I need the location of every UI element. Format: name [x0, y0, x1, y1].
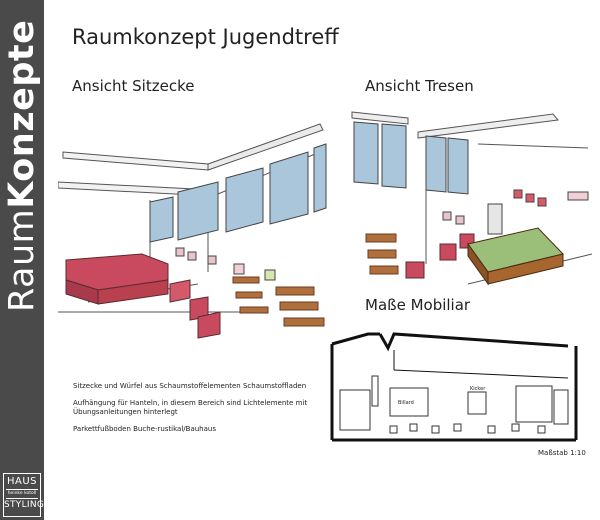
logo-line-3: STYLING	[4, 500, 45, 510]
sketch-tresen	[348, 104, 594, 290]
left-view-title: Ansicht Sitzecke	[72, 77, 195, 95]
logo-line-1: HAUS	[6, 476, 38, 487]
vertical-title	[1, 12, 43, 312]
plan-kicker-label: Kicker	[470, 386, 486, 392]
haus-styling-logo	[3, 473, 45, 517]
page-title: Raumkonzept Jugendtreff	[72, 25, 339, 49]
right-view-title: Ansicht Tresen	[365, 77, 474, 95]
logo-line-2: heinke kotoll	[6, 489, 38, 499]
vertical-title-light: Raum	[2, 208, 42, 312]
description-dumbbells: Aufhängung für Hanteln, in diesem Bereich sind Lichtelemente mit Übungsanleitungen hinterlegt	[73, 399, 308, 416]
sketch-sitzecke	[58, 112, 330, 342]
floor-plan	[328, 320, 586, 448]
description	[73, 382, 343, 442]
vertical-title-bold: Konzepte	[2, 19, 42, 209]
description-floor: Parkettfußboden Buche-rustikal/Bauhaus	[73, 425, 216, 433]
plan-billiard-label: Billard	[398, 400, 414, 406]
plan-title: Maße Mobiliar	[365, 296, 471, 314]
description-seating: Sitzecke und Würfel aus Schaumstoffelementen Schaumstoffladen	[73, 382, 307, 390]
sidebar	[0, 0, 44, 520]
scale-label: Maßstab 1:10	[538, 449, 586, 457]
